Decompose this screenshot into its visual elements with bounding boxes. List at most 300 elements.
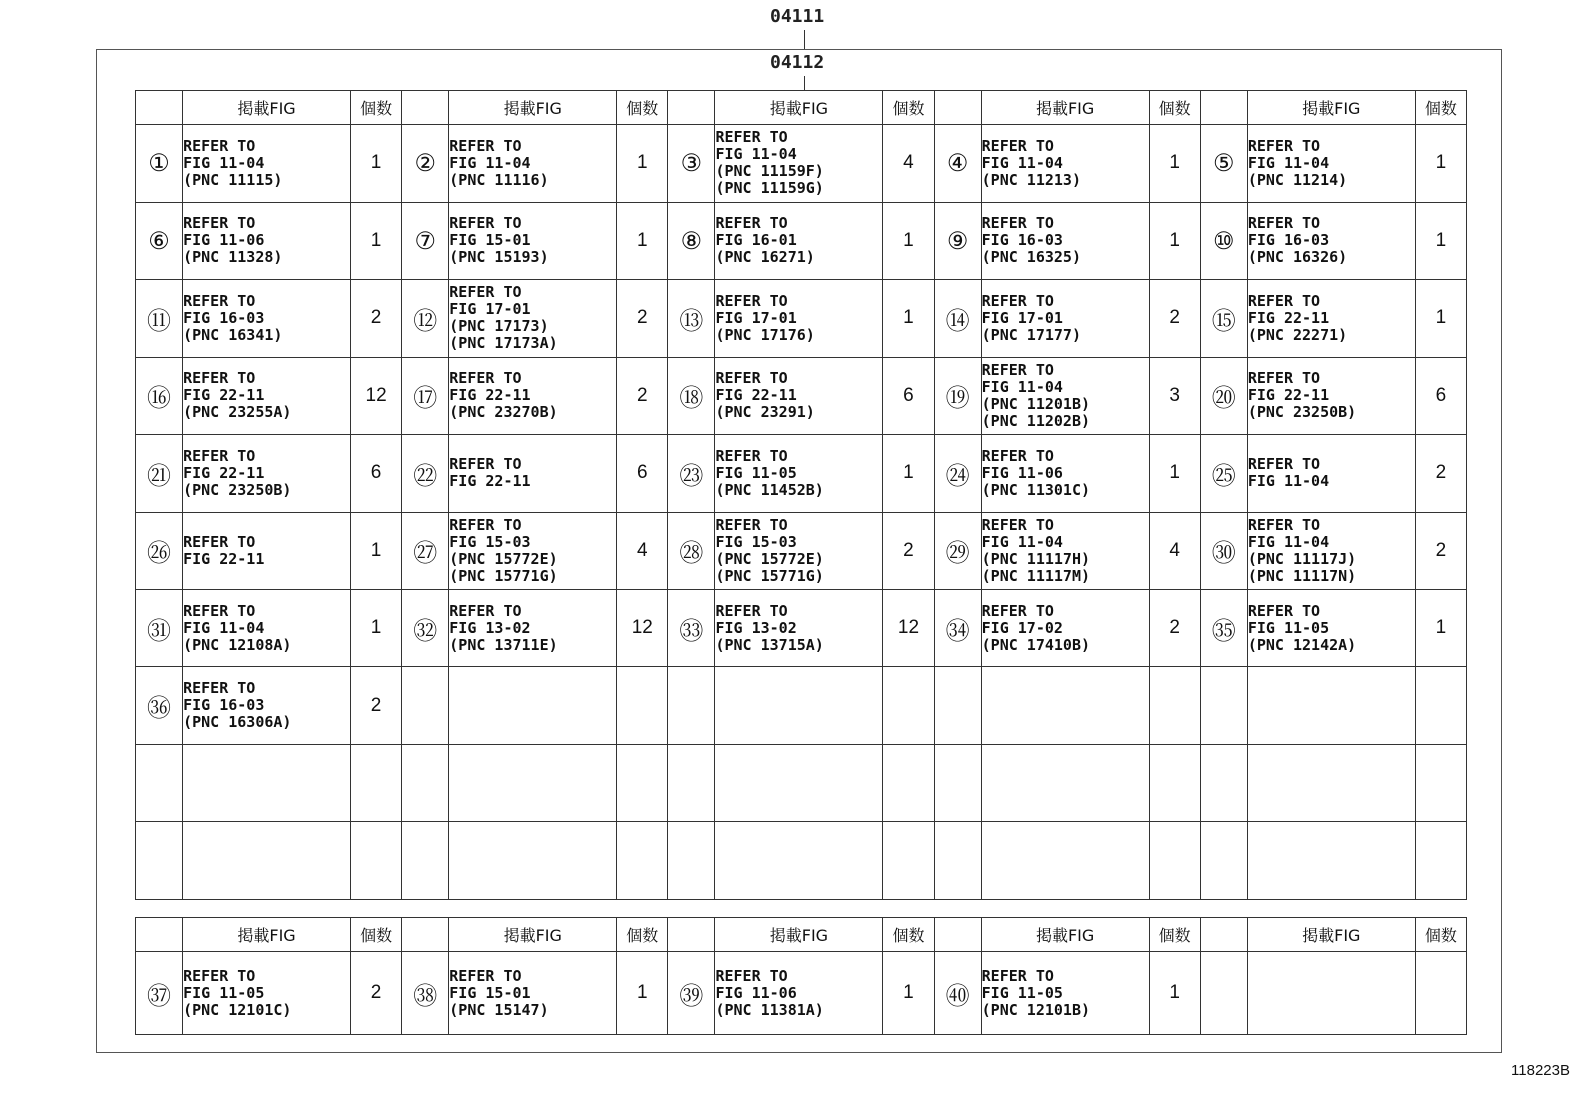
assembly-number-inner: 04112	[770, 52, 825, 73]
reference-cell	[1247, 512, 1415, 589]
reference-line: REFER TO	[981, 966, 1054, 985]
quantity-cell	[1415, 667, 1466, 744]
main-row	[136, 202, 1467, 279]
item-number: ⑱	[668, 357, 715, 434]
reference-line: REFER TO	[449, 455, 522, 474]
reference-line: (PNC 11452B)	[715, 480, 824, 499]
reference-cell	[449, 125, 617, 202]
quantity-cell: 6	[351, 435, 402, 512]
header-blank-cell	[934, 91, 981, 125]
quantity-cell	[1149, 744, 1200, 821]
reference-line: REFER TO	[981, 446, 1054, 465]
reference-line: REFER TO	[981, 360, 1054, 379]
quantity-cell: 1	[351, 512, 402, 589]
item-number	[934, 667, 981, 744]
reference-cell	[183, 822, 351, 900]
quantity-cell: 1	[1415, 590, 1466, 667]
reference-cell	[1247, 744, 1415, 821]
item-number: ⑨	[934, 202, 981, 279]
header-qty-cell: 個数	[1415, 918, 1466, 952]
item-number: ⑪	[136, 280, 183, 357]
header-fig-cell: 掲載FIG	[183, 918, 351, 952]
item-number: ㉑	[136, 435, 183, 512]
quantity-cell	[1149, 667, 1200, 744]
quantity-cell: 1	[351, 202, 402, 279]
item-number: ②	[402, 125, 449, 202]
reference-line: REFER TO	[981, 601, 1054, 620]
item-number: ⑬	[668, 280, 715, 357]
reference-line: FIG 11-04	[1247, 153, 1330, 172]
reference-line: (PNC 16325)	[981, 248, 1081, 267]
reference-line: (PNC 17177)	[981, 325, 1081, 344]
main-row	[136, 590, 1467, 667]
header-fig-cell: 掲載FIG	[449, 918, 617, 952]
reference-cell	[715, 125, 883, 202]
quantity-cell: 1	[617, 952, 668, 1035]
quantity-cell: 1	[351, 125, 402, 202]
reference-line: FIG 13-02	[449, 618, 531, 637]
quantity-cell: 2	[1415, 435, 1466, 512]
reference-line: (PNC 11159F)	[715, 162, 824, 181]
item-number: ③	[668, 125, 715, 202]
reference-line: (PNC 16306A)	[183, 713, 292, 732]
reference-line: FIG 22-11	[183, 386, 265, 405]
main-header-row	[136, 91, 1467, 125]
header-blank-cell	[402, 91, 449, 125]
item-number	[1200, 667, 1247, 744]
reference-line: REFER TO	[1247, 369, 1321, 388]
reference-line: FIG 15-01	[449, 983, 531, 1002]
quantity-cell: 4	[617, 512, 668, 589]
reference-line: (PNC 16341)	[183, 325, 283, 344]
item-number: ⑯	[136, 357, 183, 434]
header-blank-cell	[668, 91, 715, 125]
quantity-cell: 2	[617, 280, 668, 357]
main-row	[136, 280, 1467, 357]
reference-line: REFER TO	[1247, 214, 1321, 233]
item-number: ⑥	[136, 202, 183, 279]
assembly-number-outer: 04111	[770, 6, 825, 27]
reference-line: (PNC 17173)	[449, 317, 549, 336]
reference-line: FIG 15-01	[449, 231, 531, 250]
reference-line: FIG 11-05	[981, 983, 1063, 1002]
item-number: ㉖	[136, 512, 183, 589]
quantity-cell: 12	[351, 357, 402, 434]
item-number	[1200, 744, 1247, 821]
reference-line: (PNC 11213)	[981, 170, 1081, 189]
reference-cell	[981, 744, 1149, 821]
reference-line: (PNC 16326)	[1247, 248, 1348, 267]
quantity-cell: 2	[883, 512, 934, 589]
main-row	[136, 357, 1467, 434]
reference-cell	[1247, 125, 1415, 202]
header-blank-cell	[136, 918, 183, 952]
quantity-cell: 2	[1149, 280, 1200, 357]
reference-line: FIG 11-06	[981, 463, 1063, 482]
reference-line: REFER TO	[981, 291, 1054, 310]
item-number	[136, 744, 183, 821]
item-number: ㊲	[136, 952, 183, 1035]
quantity-cell: 1	[1415, 280, 1466, 357]
header-fig-cell: 掲載FIG	[715, 91, 883, 125]
item-number	[668, 667, 715, 744]
reference-cell	[981, 357, 1149, 434]
reference-line: (PNC 12101C)	[183, 1000, 292, 1019]
item-number: ⑫	[402, 280, 449, 357]
item-number: ⑦	[402, 202, 449, 279]
reference-line: FIG 11-04	[981, 377, 1063, 396]
reference-table-main	[135, 90, 1467, 900]
reference-line: FIG 16-03	[183, 696, 265, 715]
item-number: ㉛	[136, 590, 183, 667]
item-number	[668, 822, 715, 900]
item-number: ㊴	[668, 952, 715, 1035]
reference-line: FIG 17-02	[981, 618, 1063, 637]
quantity-cell: 4	[883, 125, 934, 202]
reference-cell	[715, 590, 883, 667]
reference-line: REFER TO	[449, 515, 522, 534]
reference-line: (PNC 17173A)	[449, 334, 558, 353]
reference-cell	[981, 125, 1149, 202]
item-number: ⑩	[1200, 202, 1247, 279]
reference-line: REFER TO	[183, 446, 256, 465]
reference-cell	[1247, 667, 1415, 744]
reference-cell	[715, 667, 883, 744]
quantity-cell: 12	[617, 590, 668, 667]
reference-line: REFER TO	[1247, 601, 1321, 620]
reference-line: FIG 11-04	[183, 153, 265, 172]
quantity-cell	[617, 744, 668, 821]
reference-line: REFER TO	[449, 283, 522, 302]
reference-cell	[981, 512, 1149, 589]
quantity-cell: 1	[883, 435, 934, 512]
reference-cell	[449, 512, 617, 589]
item-number: ⑰	[402, 357, 449, 434]
reference-cell	[715, 744, 883, 821]
header-blank-cell	[1200, 91, 1247, 125]
reference-line: (PNC 17176)	[715, 325, 815, 344]
bottom-row	[136, 952, 1467, 1035]
quantity-cell: 1	[1149, 435, 1200, 512]
reference-line: (PNC 16271)	[715, 248, 815, 267]
item-number: ㉟	[1200, 590, 1247, 667]
main-row	[136, 125, 1467, 202]
quantity-cell	[883, 744, 934, 821]
reference-line: (PNC 13715A)	[715, 635, 824, 654]
quantity-cell	[351, 744, 402, 821]
reference-line: (PNC 23291)	[715, 403, 815, 422]
reference-line: (PNC 15772E)	[715, 549, 824, 568]
item-number	[934, 822, 981, 900]
reference-line: REFER TO	[981, 136, 1054, 155]
reference-line: FIG 13-02	[715, 618, 797, 637]
reference-cell	[183, 357, 351, 434]
reference-line: REFER TO	[449, 369, 522, 388]
reference-cell	[449, 435, 617, 512]
reference-line: FIG 17-01	[449, 300, 531, 319]
reference-cell	[183, 435, 351, 512]
reference-cell	[449, 202, 617, 279]
reference-line: FIG 17-01	[981, 308, 1063, 327]
item-number: ㉞	[934, 590, 981, 667]
main-row	[136, 435, 1467, 512]
reference-line: (PNC 15771G)	[715, 566, 824, 585]
main-row	[136, 822, 1467, 900]
reference-line: (PNC 17410B)	[981, 635, 1091, 654]
item-number	[402, 744, 449, 821]
item-number: ⑳	[1200, 357, 1247, 434]
reference-line: FIG 22-11	[449, 386, 531, 405]
reference-cell	[1247, 952, 1415, 1035]
reference-line: REFER TO	[183, 214, 256, 233]
reference-cell	[1247, 280, 1415, 357]
reference-line: FIG 11-05	[183, 983, 265, 1002]
reference-line: FIG 17-01	[715, 308, 797, 327]
reference-line: (PNC 11159G)	[715, 179, 824, 198]
reference-line: (PNC 23270B)	[449, 403, 558, 422]
bottom-header-row	[136, 918, 1467, 952]
header-blank-cell	[1200, 918, 1247, 952]
quantity-cell	[617, 667, 668, 744]
header-fig-cell: 掲載FIG	[449, 91, 617, 125]
header-fig-cell: 掲載FIG	[183, 91, 351, 125]
reference-cell	[183, 952, 351, 1035]
header-qty-cell: 個数	[1149, 91, 1200, 125]
reference-line: (PNC 23250B)	[1247, 403, 1357, 422]
reference-line: REFER TO	[715, 515, 788, 534]
item-number: ⑲	[934, 357, 981, 434]
reference-line: REFER TO	[715, 601, 788, 620]
quantity-cell: 1	[1415, 125, 1466, 202]
item-number	[934, 744, 981, 821]
main-row	[136, 512, 1467, 589]
reference-line: FIG 11-06	[183, 231, 265, 250]
reference-line: (PNC 11301C)	[981, 480, 1091, 499]
reference-line: (PNC 12108A)	[183, 635, 292, 654]
reference-line: FIG 11-04	[981, 153, 1063, 172]
reference-line: REFER TO	[1247, 291, 1321, 310]
header-qty-cell: 個数	[351, 918, 402, 952]
item-number	[1200, 952, 1247, 1035]
reference-line: REFER TO	[183, 136, 256, 155]
quantity-cell: 4	[1149, 512, 1200, 589]
reference-line: FIG 11-04	[715, 145, 797, 164]
header-qty-cell: 個数	[1415, 91, 1466, 125]
quantity-cell	[617, 822, 668, 900]
item-number: ⑤	[1200, 125, 1247, 202]
reference-line: FIG 22-11	[715, 386, 797, 405]
reference-line: REFER TO	[715, 128, 788, 147]
reference-cell	[981, 280, 1149, 357]
item-number	[402, 822, 449, 900]
quantity-cell: 2	[1415, 512, 1466, 589]
quantity-cell: 2	[351, 952, 402, 1035]
header-fig-cell: 掲載FIG	[981, 918, 1149, 952]
reference-line: FIG 16-03	[981, 231, 1063, 250]
item-number: ㉚	[1200, 512, 1247, 589]
reference-line: REFER TO	[1247, 515, 1321, 534]
reference-cell	[981, 590, 1149, 667]
reference-cell	[183, 590, 351, 667]
reference-line: FIG 15-03	[449, 532, 531, 551]
quantity-cell: 1	[617, 125, 668, 202]
reference-cell	[183, 280, 351, 357]
quantity-cell	[1149, 822, 1200, 900]
quantity-cell: 1	[1415, 202, 1466, 279]
item-number: ㉙	[934, 512, 981, 589]
reference-line: FIG 11-04	[1247, 532, 1330, 551]
reference-cell	[715, 280, 883, 357]
reference-line: REFER TO	[715, 369, 788, 388]
quantity-cell	[883, 822, 934, 900]
reference-line: (PNC 11201B)	[981, 394, 1091, 413]
reference-line: (PNC 11117M)	[981, 566, 1091, 585]
item-number: ④	[934, 125, 981, 202]
reference-cell	[449, 744, 617, 821]
reference-cell	[449, 952, 617, 1035]
reference-line: (PNC 11214)	[1247, 170, 1348, 189]
item-number: ㊳	[402, 952, 449, 1035]
reference-line: FIG 11-04	[183, 618, 265, 637]
reference-cell	[449, 667, 617, 744]
item-number	[136, 822, 183, 900]
header-qty-cell: 個数	[1149, 918, 1200, 952]
reference-cell	[715, 435, 883, 512]
reference-line: REFER TO	[449, 136, 522, 155]
reference-cell	[183, 202, 351, 279]
reference-line: (PNC 11328)	[183, 248, 283, 267]
reference-cell	[1247, 435, 1415, 512]
quantity-cell: 1	[883, 202, 934, 279]
reference-line: (PNC 23250B)	[183, 480, 292, 499]
reference-cell	[1247, 822, 1415, 900]
quantity-cell: 1	[617, 202, 668, 279]
reference-cell	[183, 125, 351, 202]
reference-cell	[981, 822, 1149, 900]
item-number: ⑭	[934, 280, 981, 357]
reference-line: REFER TO	[981, 515, 1054, 534]
reference-line: (PNC 15771G)	[449, 566, 558, 585]
reference-line: REFER TO	[449, 214, 522, 233]
reference-line: FIG 22-11	[449, 472, 531, 491]
reference-line: (PNC 11115)	[183, 170, 283, 189]
header-blank-cell	[934, 918, 981, 952]
reference-line: FIG 11-06	[715, 983, 797, 1002]
quantity-cell: 1	[1149, 202, 1200, 279]
header-fig-cell: 掲載FIG	[981, 91, 1149, 125]
reference-line: (PNC 11381A)	[715, 1000, 824, 1019]
item-number	[1200, 822, 1247, 900]
reference-cell	[715, 822, 883, 900]
reference-cell	[981, 667, 1149, 744]
header-qty-cell: 個数	[617, 91, 668, 125]
reference-line: (PNC 11117H)	[981, 549, 1091, 568]
reference-cell	[981, 202, 1149, 279]
item-number: ㉕	[1200, 435, 1247, 512]
reference-line: REFER TO	[449, 966, 522, 985]
reference-line: REFER TO	[715, 214, 788, 233]
main-row	[136, 667, 1467, 744]
quantity-cell: 12	[883, 590, 934, 667]
quantity-cell: 3	[1149, 357, 1200, 434]
item-number: ㊵	[934, 952, 981, 1035]
reference-cell	[449, 357, 617, 434]
reference-line: REFER TO	[183, 601, 256, 620]
reference-line: (PNC 22271)	[1247, 325, 1348, 344]
header-qty-cell: 個数	[883, 91, 934, 125]
quantity-cell: 1	[883, 280, 934, 357]
reference-cell	[715, 512, 883, 589]
reference-cell	[449, 822, 617, 900]
reference-line: FIG 15-03	[715, 532, 797, 551]
reference-line: FIG 11-05	[1247, 618, 1330, 637]
reference-cell	[981, 435, 1149, 512]
reference-line: (PNC 11117N)	[1247, 566, 1357, 585]
reference-line: (PNC 11117J)	[1247, 549, 1357, 568]
leader-line-outer	[804, 30, 805, 50]
reference-line: FIG 22-11	[183, 463, 265, 482]
reference-line: FIG 22-11	[1247, 308, 1330, 327]
item-number: ㉘	[668, 512, 715, 589]
reference-line: FIG 22-11	[183, 549, 265, 568]
reference-line: REFER TO	[715, 291, 788, 310]
reference-cell	[715, 357, 883, 434]
header-qty-cell: 個数	[617, 918, 668, 952]
header-fig-cell: 掲載FIG	[715, 918, 883, 952]
reference-cell	[1247, 357, 1415, 434]
header-fig-cell: 掲載FIG	[1247, 91, 1415, 125]
reference-line: FIG 16-03	[1247, 231, 1330, 250]
item-number: ⑧	[668, 202, 715, 279]
reference-cell	[715, 202, 883, 279]
reference-line: FIG 11-05	[715, 463, 797, 482]
quantity-cell	[1415, 822, 1466, 900]
reference-line: (PNC 15772E)	[449, 549, 558, 568]
reference-line: REFER TO	[715, 966, 788, 985]
main-row	[136, 744, 1467, 821]
reference-cell	[981, 952, 1149, 1035]
header-blank-cell	[668, 918, 715, 952]
header-qty-cell: 個数	[883, 918, 934, 952]
item-number: ㉓	[668, 435, 715, 512]
quantity-cell: 1	[1149, 125, 1200, 202]
item-number: ㊱	[136, 667, 183, 744]
reference-line: REFER TO	[715, 446, 788, 465]
item-number	[402, 667, 449, 744]
reference-cell	[1247, 590, 1415, 667]
item-number: ㉝	[668, 590, 715, 667]
header-blank-cell	[402, 918, 449, 952]
reference-cell	[449, 590, 617, 667]
reference-line: FIG 16-03	[183, 308, 265, 327]
reference-line: FIG 11-04	[449, 153, 531, 172]
reference-cell	[183, 744, 351, 821]
quantity-cell: 6	[1415, 357, 1466, 434]
reference-line: REFER TO	[183, 369, 256, 388]
reference-line: REFER TO	[183, 291, 256, 310]
reference-line: REFER TO	[981, 214, 1054, 233]
quantity-cell: 2	[1149, 590, 1200, 667]
reference-line: (PNC 11202B)	[981, 411, 1091, 430]
item-number: ①	[136, 125, 183, 202]
reference-line: FIG 16-01	[715, 231, 797, 250]
header-qty-cell: 個数	[351, 91, 402, 125]
quantity-cell	[1415, 744, 1466, 821]
reference-line: (PNC 15193)	[449, 248, 549, 267]
reference-line: (PNC 11116)	[449, 170, 549, 189]
item-number: ㉜	[402, 590, 449, 667]
quantity-cell: 1	[351, 590, 402, 667]
